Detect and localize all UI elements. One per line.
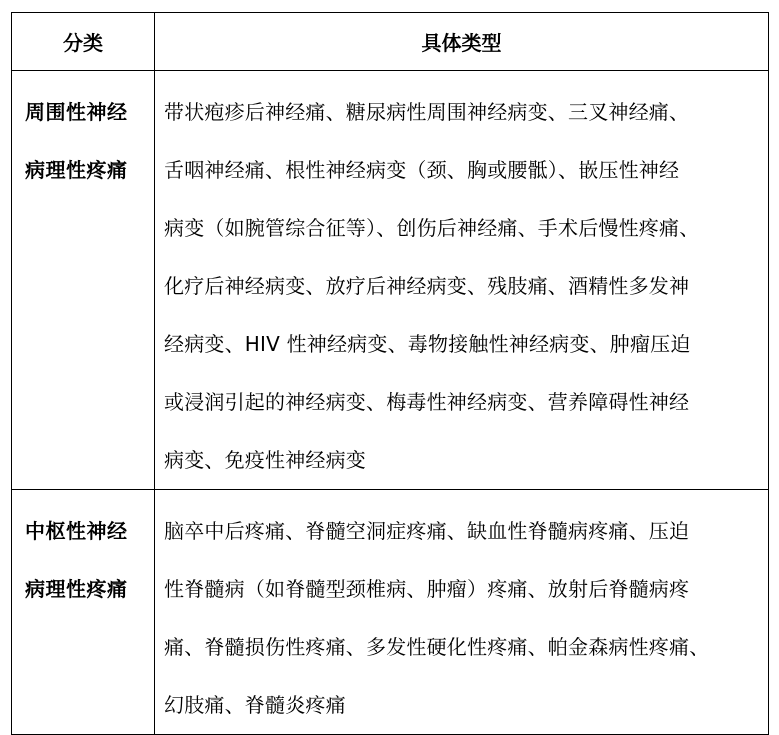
table-row (12, 490, 769, 735)
category-line: 中枢性神经 (25, 519, 128, 543)
detail-line: 舌咽神经痛、根性神经病变（颈、胸或腰骶）、嵌压性神经 (164, 158, 680, 182)
header-specific-types: 具体类型 (155, 13, 769, 71)
detail-line: 痛、脊髓损伤性疼痛、多发性硬化性疼痛、帕金森病性疼痛、 (164, 635, 710, 659)
category-line: 病理性疼痛 (25, 577, 128, 601)
detail-line: 经病变、HIV 性神经病变、毒物接触性神经病变、肿瘤压迫 (164, 332, 691, 356)
detail-line: 病变（如腕管综合征等）、创伤后神经痛、手术后慢性疼痛、 (164, 216, 700, 240)
detail-line: 幻肢痛、脊髓炎疼痛 (164, 693, 346, 717)
category-line: 病理性疼痛 (25, 158, 128, 182)
detail-line: 性脊髓病（如脊髓型颈椎病、肿瘤）疼痛、放射后脊髓病疼 (164, 577, 690, 601)
detail-line: 带状疱疹后神经痛、糖尿病性周围神经病变、三叉神经痛、 (164, 100, 690, 124)
table-row (12, 71, 769, 490)
detail-line: 化疗后神经病变、放疗后神经病变、残肢痛、酒精性多发神 (164, 274, 690, 298)
table-container (11, 12, 769, 735)
header-row (12, 13, 769, 71)
category-cell-peripheral (12, 71, 155, 490)
header-category: 分类 (12, 13, 155, 71)
category-line: 周围性神经 (25, 100, 128, 124)
detail-cell-peripheral (155, 71, 769, 490)
detail-line: 或浸润引起的神经病变、梅毒性神经病变、营养障碍性神经 (164, 390, 690, 414)
detail-cell-central (155, 490, 769, 735)
detail-line: 脑卒中后疼痛、脊髓空洞症疼痛、缺血性脊髓病疼痛、压迫 (164, 519, 690, 543)
pain-classification-table (11, 12, 769, 735)
detail-line: 病变、免疫性神经病变 (164, 448, 366, 472)
category-cell-central (12, 490, 155, 735)
